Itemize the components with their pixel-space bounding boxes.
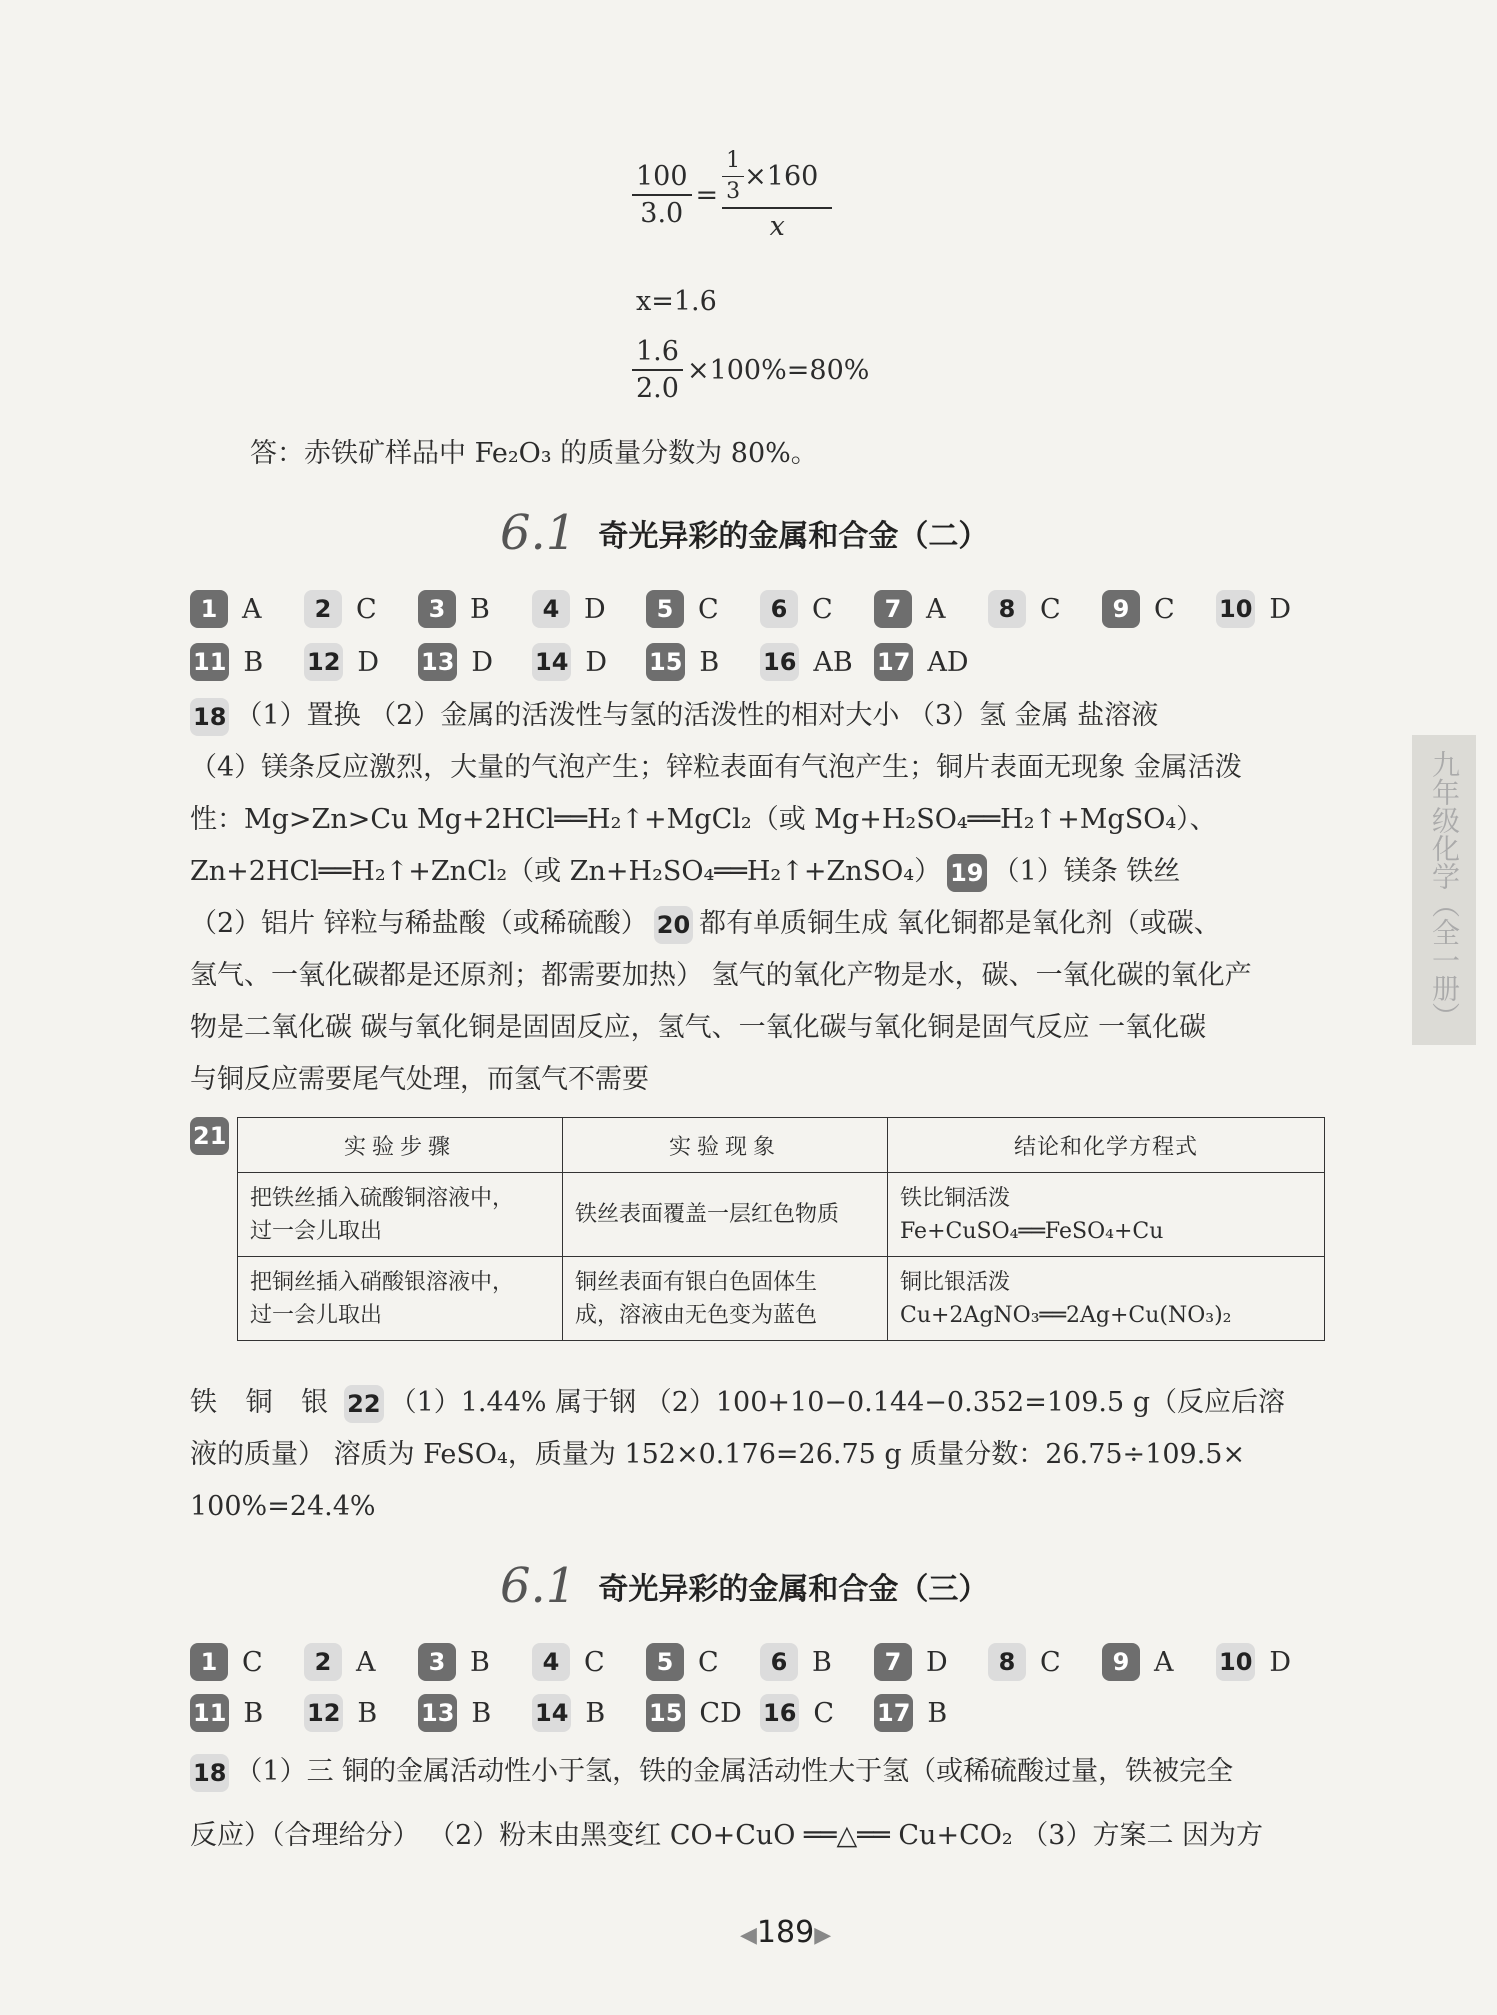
- answer-letter: C: [698, 593, 719, 625]
- answer-letter: D: [357, 646, 380, 678]
- answers-row-1: [190, 590, 1330, 628]
- calc-equation-2: x=1.6: [636, 286, 717, 317]
- calc-equation-1: $\frac{100}{3.0}$ = $\frac{1}{3}$ ×160 x: [632, 150, 832, 240]
- q18-line-2: 反应）（合理给分） （2）粉末由黑变红 CO+CuO ══△══ Cu+CO₂ （3）方案二 因为方: [190, 1820, 1264, 1851]
- answer-letter: D: [1269, 593, 1292, 625]
- question-number-badge: 20: [654, 906, 693, 944]
- answer-item: [874, 1643, 988, 1681]
- answers-row-1: [190, 1643, 1330, 1681]
- answer-letter: B: [470, 1646, 490, 1678]
- answer-letter: B: [471, 1697, 492, 1729]
- answer-letter: C: [1040, 1646, 1061, 1678]
- question-number-badge: 1: [190, 1643, 228, 1681]
- q22-answers: [190, 1377, 1310, 1533]
- question-number-badge: 12: [304, 1694, 343, 1732]
- answer-item: [532, 1694, 646, 1732]
- answer-item: [988, 590, 1102, 628]
- section-title: 奇光异彩的金属和合金（三）: [598, 1572, 989, 1607]
- q22-line-2: 液的质量） 溶质为 FeSO₄，质量为 152×0.176=26.75 g 质量分数：26.75÷109.5×: [190, 1439, 1246, 1470]
- answer-letter: C: [242, 1646, 263, 1678]
- answer-letter: C: [812, 593, 833, 625]
- question-number-badge: 9: [1102, 1643, 1140, 1681]
- q19-line-2: （2）铝片 锌粒与稀盐酸（或稀硫酸） 20 都有单质铜生成 氧化铜都是氧化剂（或碳、: [190, 898, 1310, 950]
- answer-item: [646, 1694, 760, 1732]
- question-number-badge: 9: [1102, 590, 1140, 628]
- question-number-badge: 14: [532, 643, 571, 681]
- answer-item: [1216, 1643, 1330, 1681]
- question-number-badge: 6: [760, 590, 798, 628]
- section-number: 6.1: [500, 505, 577, 561]
- answer-letter: C: [356, 593, 377, 625]
- section1-long-answers: [190, 690, 1310, 1106]
- answer-item: [190, 590, 304, 628]
- question-number-badge: 12: [304, 643, 343, 681]
- answer-letter: D: [471, 646, 494, 678]
- question-number-badge: 15: [646, 643, 685, 681]
- answer-item: [304, 590, 418, 628]
- q20-line-4: 与铜反应需要尾气处理，而氢气不需要: [190, 1064, 649, 1095]
- answer-letter: D: [584, 593, 606, 625]
- answer-item: [304, 643, 418, 681]
- answer-item: [418, 1694, 532, 1732]
- table-header: 结论和化学方程式: [888, 1118, 1325, 1173]
- question-number-badge: 13: [418, 1694, 457, 1732]
- answer-item: [532, 590, 646, 628]
- answer-item: [190, 1694, 304, 1732]
- answer-item: [646, 1643, 760, 1681]
- answer-letter: B: [243, 646, 264, 678]
- table-cell: 铁丝表面覆盖一层红色物质: [563, 1173, 888, 1257]
- answer-item: [304, 1643, 418, 1681]
- question-number-badge: 4: [532, 590, 570, 628]
- answer-item: [532, 1643, 646, 1681]
- question-number-badge: 2: [304, 1643, 342, 1681]
- answer-letter: C: [1040, 593, 1061, 625]
- answer-item: [760, 1643, 874, 1681]
- answer-letter: B: [927, 1697, 948, 1729]
- answer-letter: B: [812, 1646, 832, 1678]
- q18-line-1: 18 （1）置换 （2）金属的活泼性与氢的活泼性的相对大小 （3）氢 金属 盐溶液: [190, 690, 1310, 742]
- table-cell: 把铁丝插入硫酸铜溶液中， 过一会儿取出: [238, 1173, 563, 1257]
- table-header: 实验步骤: [238, 1118, 563, 1173]
- question-number-badge: 22: [344, 1385, 383, 1423]
- question-number-badge: 17: [874, 1694, 913, 1732]
- table-row: [238, 1257, 1325, 1341]
- answer-letter: B: [585, 1697, 606, 1729]
- experiment-table: [237, 1117, 1325, 1341]
- question-number-badge: 6: [760, 1643, 798, 1681]
- answer-letter: A: [926, 593, 946, 625]
- answers-row-2: [190, 643, 988, 681]
- answer-item: [874, 1694, 988, 1732]
- answer-item: [646, 643, 760, 681]
- calc-answer: 答：赤铁矿样品中 Fe₂O₃ 的质量分数为 80%。: [250, 438, 818, 469]
- question-number-badge: 11: [190, 1694, 229, 1732]
- question-number-badge: 5: [646, 590, 684, 628]
- question-number-badge: 8: [988, 590, 1026, 628]
- answer-letter: A: [242, 593, 262, 625]
- q22-line-1: 铁 铜 银 22 （1）1.44% 属于钢 （2）100+10−0.144−0.352=109.5 g（反应后溶: [190, 1377, 1310, 1429]
- answer-letter: B: [470, 593, 490, 625]
- answer-item: [874, 590, 988, 628]
- answer-letter: AD: [927, 646, 969, 678]
- table-cell: 铁比铜活泼 Fe+CuSO₄══FeSO₄+Cu: [888, 1173, 1325, 1257]
- question-number-badge: 18: [190, 1754, 229, 1792]
- question-number-badge: 21: [190, 1117, 229, 1155]
- question-number-badge: 3: [418, 1643, 456, 1681]
- answer-item: [304, 1694, 418, 1732]
- question-number-badge: 16: [760, 1694, 799, 1732]
- question-number-badge: 2: [304, 590, 342, 628]
- section-number: 6.1: [500, 1558, 577, 1614]
- section-heading-2: [500, 1558, 988, 1614]
- answer-item: [532, 643, 646, 681]
- chapter-side-tab: 九年级化学（全一册）: [1412, 735, 1476, 1045]
- table-row: [238, 1173, 1325, 1257]
- right-triangle-icon: ▶: [814, 1923, 832, 1948]
- question-number-badge: 10: [1216, 590, 1255, 628]
- answer-item: [760, 643, 874, 681]
- answer-item: [874, 643, 988, 681]
- q18-line-1: 18 （1）三 铜的金属活动性小于氢，铁的金属活动性大于氢（或稀硫酸过量，铁被完全: [190, 1740, 1310, 1804]
- answer-letter: AB: [813, 646, 853, 678]
- answer-item: [1102, 1643, 1216, 1681]
- question-number-badge: 16: [760, 643, 799, 681]
- question-number-badge: 5: [646, 1643, 684, 1681]
- q18-line-3: 性：Mg>Zn>Cu Mg+2HCl══H₂↑+MgCl₂（或 Mg+H₂SO₄══H₂↑+MgSO₄）、: [190, 804, 1217, 835]
- answer-letter: B: [699, 646, 720, 678]
- answer-item: [418, 1643, 532, 1681]
- question-number-badge: 15: [646, 1694, 685, 1732]
- answer-item: [760, 590, 874, 628]
- question-number-badge: 7: [874, 1643, 912, 1681]
- answer-item: [190, 1643, 304, 1681]
- section-title: 奇光异彩的金属和合金（二）: [598, 519, 989, 554]
- question-number-badge: 11: [190, 643, 229, 681]
- answer-letter: D: [926, 1646, 948, 1678]
- answer-letter: B: [243, 1697, 264, 1729]
- table-header: 实验现象: [563, 1118, 888, 1173]
- question-number-badge: 14: [532, 1694, 571, 1732]
- question-number-badge: 4: [532, 1643, 570, 1681]
- section-heading-1: [500, 505, 988, 561]
- answer-letter: C: [584, 1646, 605, 1678]
- question-number-badge: 7: [874, 590, 912, 628]
- calc-equation-3: $\frac{1.6}{2.0}$ ×100%=80%: [632, 338, 869, 402]
- answer-letter: D: [585, 646, 608, 678]
- answer-item: [760, 1694, 874, 1732]
- answer-letter: D: [1269, 1646, 1292, 1678]
- left-triangle-icon: ◀: [740, 1923, 757, 1948]
- question-number-badge: 19: [947, 854, 986, 892]
- answer-letter: A: [1154, 1646, 1174, 1678]
- table-header-row: [238, 1118, 1325, 1173]
- answer-letter: B: [357, 1697, 378, 1729]
- table-cell: 铜比银活泼 Cu+2AgNO₃══2Ag+Cu(NO₃)₂: [888, 1257, 1325, 1341]
- question-number-badge: 3: [418, 590, 456, 628]
- q18-line-2: （4）镁条反应激烈，大量的气泡产生；锌粒表面有气泡产生；铜片表面无现象 金属活泼: [190, 752, 1242, 783]
- question-number-badge: 17: [874, 643, 913, 681]
- answer-item: [1216, 590, 1330, 628]
- question-number-badge: 10: [1216, 1643, 1255, 1681]
- answer-item: [418, 590, 532, 628]
- question-number-badge: 1: [190, 590, 228, 628]
- answer-letter: CD: [699, 1697, 742, 1729]
- answer-item: [190, 643, 304, 681]
- page-number: ◀189▶: [740, 1915, 832, 1950]
- table-cell: 把铜丝插入硝酸银溶液中， 过一会儿取出: [238, 1257, 563, 1341]
- answer-letter: C: [698, 1646, 719, 1678]
- answer-item: [418, 643, 532, 681]
- question-number-badge: 8: [988, 1643, 1026, 1681]
- answer-item: [988, 1643, 1102, 1681]
- q20-line-2: 氢气、一氧化碳都是还原剂；都需要加热） 氢气的氧化产物是水，碳、一氧化碳的氧化产: [190, 960, 1252, 991]
- question-number-badge: 18: [190, 698, 229, 736]
- answer-item: [646, 590, 760, 628]
- answer-letter: C: [1154, 593, 1175, 625]
- section2-long-answers: [190, 1740, 1310, 1868]
- table-cell: 铜丝表面有银白色固体生 成，溶液由无色变为蓝色: [563, 1257, 888, 1341]
- q22-line-3: 100%=24.4%: [190, 1491, 376, 1522]
- q20-line-3: 物是二氧化碳 碳与氧化铜是固固反应，氢气、一氧化碳与氧化铜是固气反应 一氧化碳: [190, 1012, 1207, 1043]
- q18-line-4: Zn+2HCl══H₂↑+ZnCl₂（或 Zn+H₂SO₄══H₂↑+ZnSO₄） 19 （1）镁条 铁丝: [190, 846, 1310, 898]
- answer-letter: C: [813, 1697, 835, 1729]
- fraction-100-over-3: $\frac{100}{3.0}$: [632, 163, 692, 227]
- answer-letter: A: [356, 1646, 376, 1678]
- answer-item: [1102, 590, 1216, 628]
- question-number-badge: 13: [418, 643, 457, 681]
- fraction-third-times-160-over-x: $\frac{1}{3}$ ×160 x: [722, 150, 832, 240]
- answers-row-2: [190, 1694, 988, 1732]
